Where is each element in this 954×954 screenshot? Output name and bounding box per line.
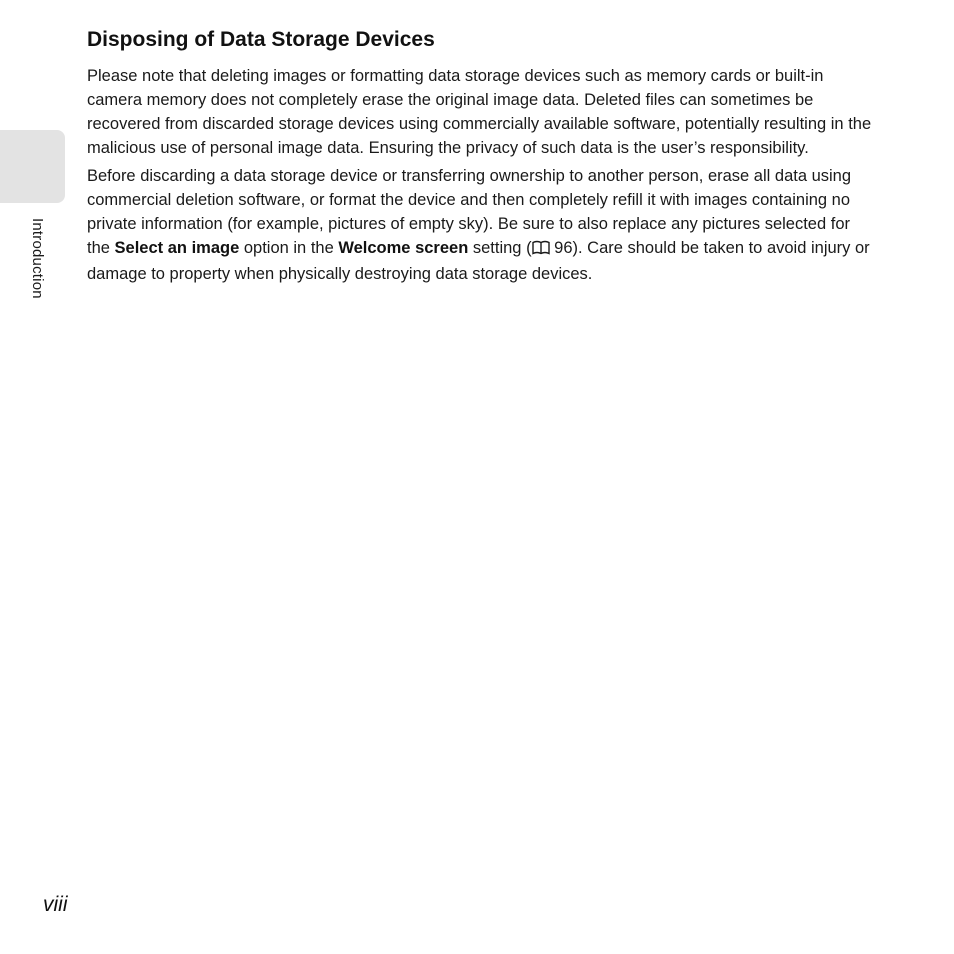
page-reference[interactable]: 96 (549, 239, 573, 257)
section-title: Disposing of Data Storage Devices (87, 28, 435, 51)
section-side-tab (0, 130, 65, 203)
paragraph-disposal-text-3: setting ( (468, 239, 532, 257)
page-number: viii (43, 893, 68, 916)
main-content (87, 26, 872, 290)
book-reference-icon (532, 238, 550, 262)
paragraph-disposal-text-4: ). Care should be taken to avoid injury or damage to property when physically destroying data storage devices. (87, 239, 870, 283)
select-an-image-option: Select an image (114, 239, 240, 257)
welcome-screen-setting: Welcome screen (338, 239, 469, 257)
paragraph-disposal-text-2: option in the (239, 239, 339, 257)
paragraph-disposal-text-1: Before discarding a data storage device or transferring ownership to another person, erase all data using commercial deletion software, or format the device and then completely refill it with images containing no private information (for example, pictures of empty sky). Be sure to also replace any pictures selected for the (87, 167, 852, 257)
section-side-label: Introduction (29, 218, 46, 299)
paragraph-privacy: Please note that deleting images or formatting data storage devices such as memory cards or built-in camera memory does not completely erase the original image data. Deleted files can sometimes be recovered from discarded storage devices using commercially available software, potentially resulting in the malicious use of personal image data. Ensuring the privacy of such data is the user’s responsibility. (87, 67, 872, 157)
paragraph-disposal (87, 164, 872, 286)
